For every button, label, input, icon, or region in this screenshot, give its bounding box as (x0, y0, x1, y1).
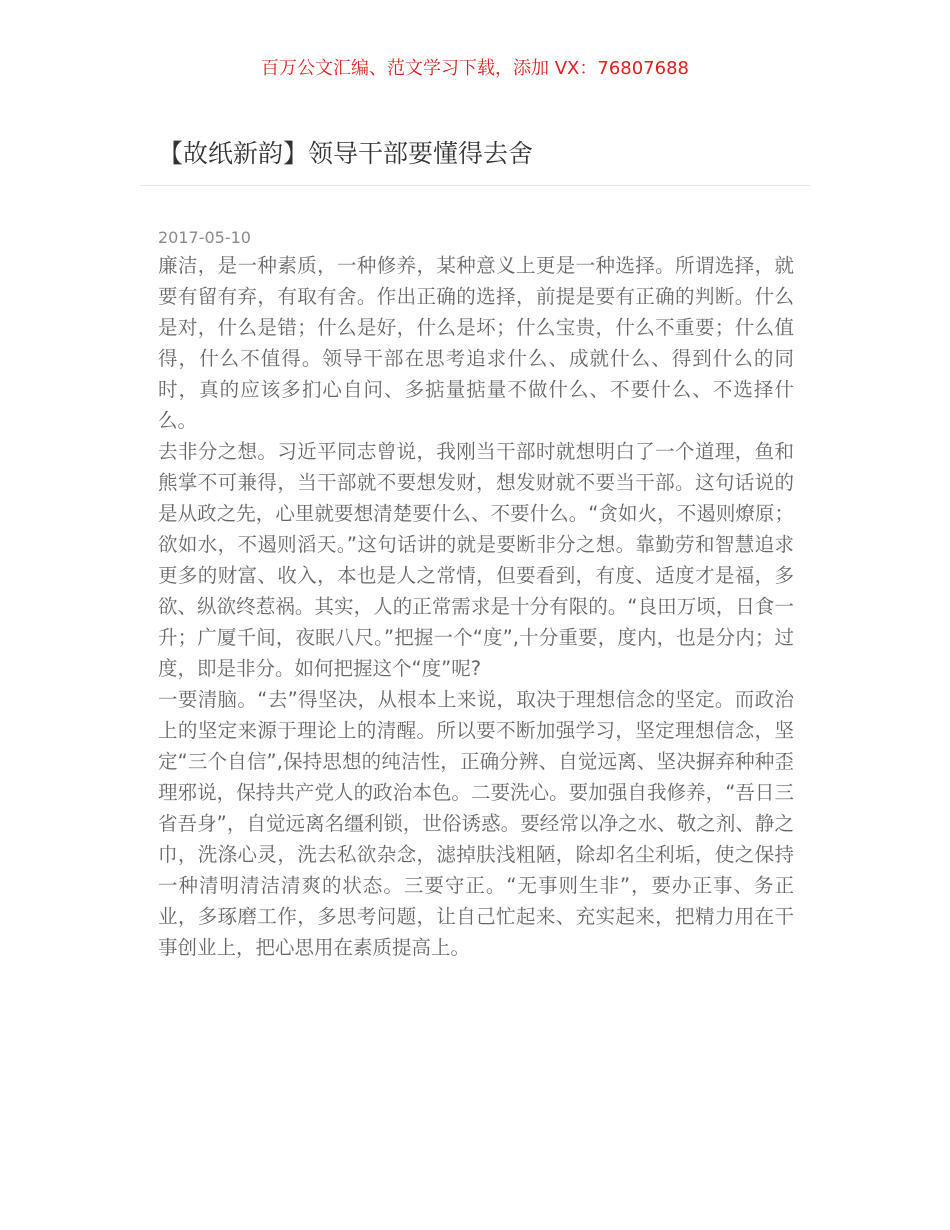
publish-date: 2017-05-10 (158, 228, 251, 247)
article-title: 【故纸新韵】领导干部要懂得去舍 (158, 139, 534, 168)
paragraph: 去非分之想。习近平同志曾说，我刚当干部时就想明白了一个道理，鱼和熊掌不可兼得，当干部就不要想发财，想发财就不要当干部。这句话说的是从政之先，心里就要想清楚要什么、不要什么。“贪如火，不遏则燎原；欲如水，不遏则滔天。”这句话讲的就是要断非分之想。靠勤劳和智慧追求更多的财富、收入，本也是人之常情，但要看到，有度、适度才是福，多欲、纵欲终惹祸。其实，人的正常需求是十分有限的。“良田万顷，日食一升；广厦千间，夜眠八尺。”把握一个“度”,十分重要，度内，也是分内；过度，即是非分。如何把握这个“度”呢? (158, 440, 794, 680)
paragraph: 一要清脑。“去”得坚决，从根本上来说，取决于理想信念的坚定。而政治上的坚定来源于理论上的清醒。所以要不断加强学习，坚定理想信念，坚定“三个自信”,保持思想的纯洁性，正确分辨、自觉远离、坚决摒弃种种歪理邪说，保持共产党人的政治本色。二要洗心。要加强自我修养，“吾日三省吾身”，自觉远离名缰利锁，世俗诱惑。要经常以净之水、敬之剂、静之巾，洗涤心灵，洗去私欲杂念，滤掉肤浅粗陋，除却名尘利垢，使之保持一种清明清洁清爽的状态。三要守正。“无事则生非”，要办正事、务正业，多琢磨工作，多思考问题，让自己忙起来、充实起来，把精力用在干事创业上，把心思用在素质提高上。 (158, 688, 794, 959)
title-divider (140, 185, 810, 186)
promo-banner: 百万公文汇编、范文学习下载，添加 VX：76807688 (261, 58, 689, 79)
paragraph: 廉洁，是一种素质，一种修养，某种意义上更是一种选择。所谓选择，就要有留有弃，有取有舍。作出正确的选择，前提是要有正确的判断。什么是对，什么是错；什么是好，什么是坏；什么宝贵，什么不重要；什么值得，什么不值得。领导干部在思考追求什么、成就什么、得到什么的同时，真的应该多扪心自问、多掂量掂量不做什么、不要什么、不选择什么。 (158, 254, 794, 432)
article-body (158, 226, 794, 963)
